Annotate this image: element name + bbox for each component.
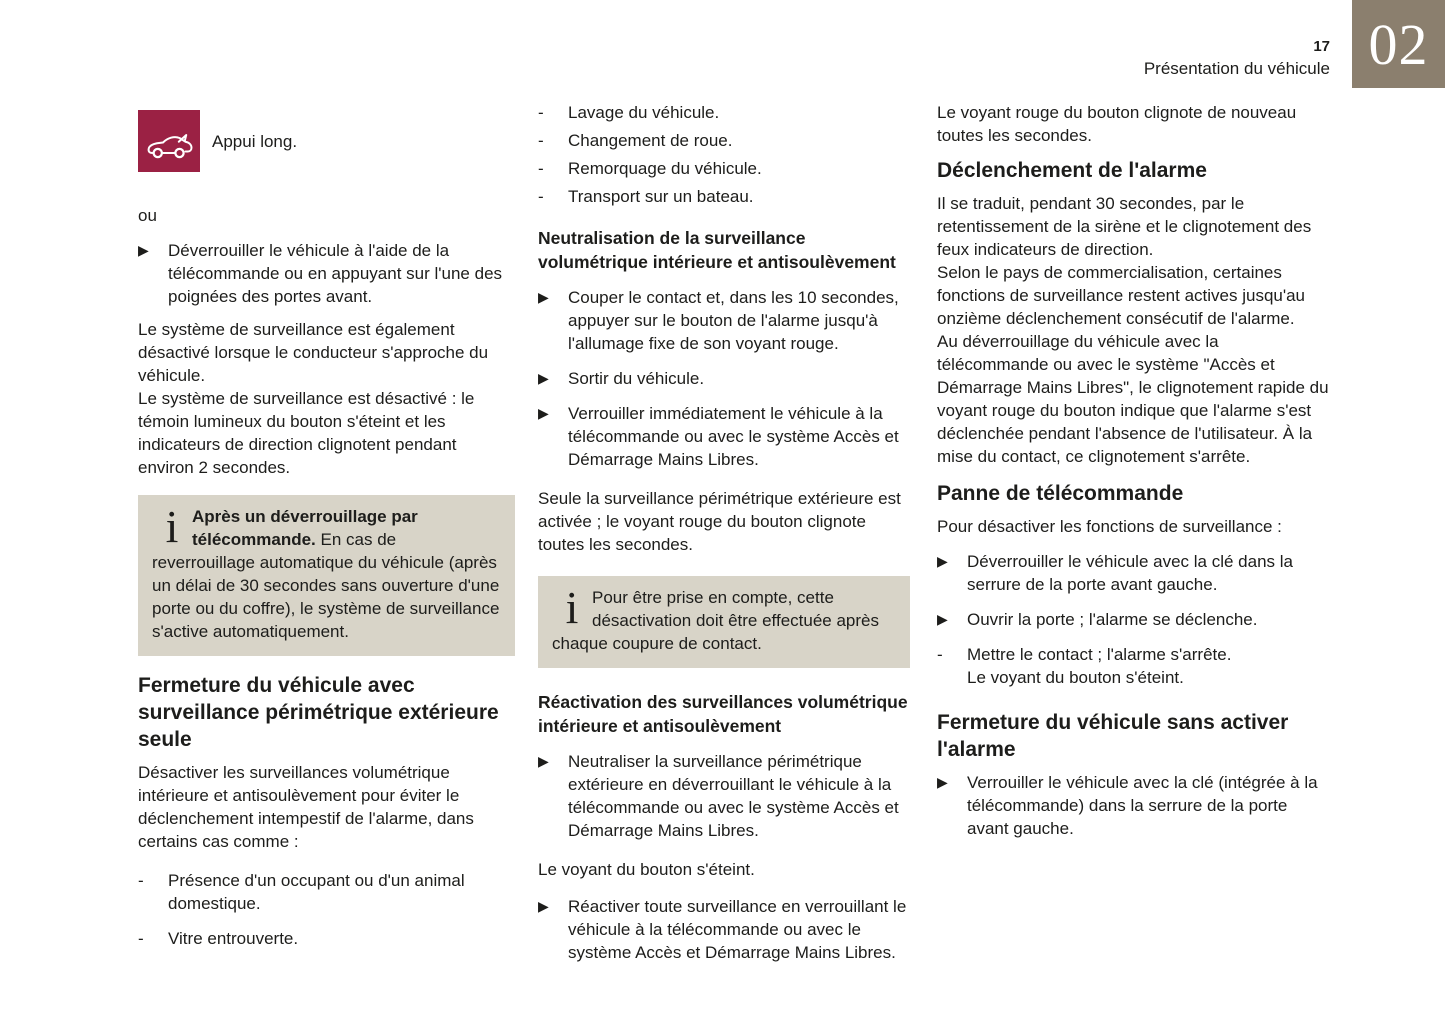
list-item [937,643,1331,689]
arrow-bullet-icon: ▶ [937,611,948,627]
instruction-item [538,367,910,390]
arrow-bullet-icon: ▶ [937,774,948,790]
instruction-item [538,750,910,842]
list-item-line: Mettre le contact ; l'alarme s'arrête. [967,645,1232,664]
instruction-item [138,239,515,308]
instruction-text: Verrouiller immédiatement le véhicule à la télécommande ou avec le système Accès et Démarrage Mains Libres. [568,404,899,469]
arrow-bullet-icon: ▶ [538,289,549,305]
list-item [538,129,910,152]
subsection-heading: Neutralisation de la surveillance volumétrique intérieure et antisoulèvement [538,228,896,272]
info-box-text: En cas de reverrouillage automatique du véhicule (après un délai de 30 secondes sans ouverture d'une porte ou du coffre), le système de surveillance s'active automatiquement. [152,530,500,641]
page-header [1144,38,1330,80]
car-open-boot-icon [138,110,200,172]
list-item [138,869,515,915]
arrow-bullet-icon: ▶ [937,553,948,569]
instruction-text: Couper le contact et, dans les 10 secondes, appuyer sur le bouton de l'alarme jusqu'à l'allumage fixe de son voyant rouge. [568,288,899,353]
body-paragraph: Selon le pays de commercialisation, certaines fonctions de surveillance restent actives jusqu'au onzième déclenchement consécutif de l'alarme. [937,263,1306,328]
instruction-text: Réactiver toute surveillance en verrouillant le véhicule à la télécommande ou avec le système Accès et Démarrage Mains Libres. [568,897,907,962]
section-heading: Fermeture du véhicule avec surveillance périmétrique extérieure seule [138,674,499,751]
instruction-text: Neutraliser la surveillance périmétrique extérieure en déverrouillant le véhicule à la télécommande ou avec le système Accès et Démarrage Mains Libres. [568,752,899,840]
arrow-bullet-icon: ▶ [538,898,549,914]
arrow-bullet-icon: ▶ [138,242,149,258]
arrow-bullet-icon: ▶ [538,370,549,386]
subsection-heading: Réactivation des surveillances volumétrique intérieure et antisoulèvement [538,692,908,736]
section-heading: Déclenchement de l'alarme [937,159,1207,182]
list-item-text: Présence d'un occupant ou d'un animal domestique. [168,871,465,913]
body-paragraph: Le voyant rouge du bouton clignote de nouveau toutes les secondes. [937,103,1297,145]
chapter-badge: 02 [1352,0,1445,88]
body-paragraph: Il se traduit, pendant 30 secondes, par le retentissement de la sirène et le clignotement des feux indicateurs de direction. [937,194,1312,259]
instruction-item [937,771,1331,840]
body-paragraph: Désactiver les surveillances volumétrique intérieure et antisoulèvement pour éviter le déclenchement intempestif de l'alarme, dans certains cas comme : [138,763,474,851]
page-title: Présentation du véhicule [1143,59,1330,78]
info-icon: i [165,501,179,552]
instruction-item [937,608,1331,631]
body-paragraph: Pour désactiver les fonctions de surveillance : [937,517,1282,536]
list-item-text [967,643,1331,689]
body-paragraph: Le système de surveillance est également désactivé lorsque le conducteur s'approche du véhicule. [138,320,489,385]
column-left [138,110,515,950]
list-item [538,157,910,180]
instruction-item [538,402,910,471]
arrow-bullet-icon: ▶ [538,405,549,421]
instruction-item [538,895,910,964]
info-box-text: Pour être prise en compte, cette désactivation doit être effectuée après chaque coupure de contact. [552,588,879,653]
info-box-lead: Après un déverrouillage par télécommande. [192,507,418,549]
list-item-text: Remorquage du véhicule. [568,159,762,178]
ou-connector: ou [138,206,157,225]
page-number: 17 [1313,38,1330,55]
list-item-text: Lavage du véhicule. [568,103,720,122]
info-box [538,576,910,668]
dash-bullet: - [538,103,544,122]
picto-label: Appui long. [212,131,298,151]
body-paragraph: Le voyant du bouton s'éteint. [538,860,755,879]
instruction-item [538,286,910,355]
list-item [138,927,515,950]
dash-bullet: - [538,159,544,178]
instruction-text: Verrouiller le véhicule avec la clé (intégrée à la télécommande) dans la serrure de la porte avant gauche. [967,773,1318,838]
instruction-text: Ouvrir la porte ; l'alarme se déclenche. [967,610,1258,629]
dash-bullet: - [138,871,144,890]
body-paragraph: Au déverrouillage du véhicule avec la télécommande ou avec le système "Accès et Démarrage Mains Libres", le clignotement rapide du voyant rouge du bouton indique que l'alarme s'est déclenchée pendant l'absence de l'utilisateur. À la mise du contact, ce clignotement s'arrête. [937,332,1329,466]
list-item-line: Le voyant du bouton s'éteint. [967,668,1184,687]
instruction-item [937,550,1331,596]
dash-bullet: - [937,645,943,664]
list-item [538,101,910,124]
instruction-text: Sortir du véhicule. [568,369,705,388]
column-middle [538,101,910,964]
info-icon: i [565,582,579,633]
list-item [538,185,910,208]
info-box [138,495,515,656]
dash-bullet: - [138,929,144,948]
dash-bullet: - [538,187,544,206]
list-item-text: Transport sur un bateau. [568,187,754,206]
section-heading: Panne de télécommande [937,482,1184,505]
body-paragraph: Le système de surveillance est désactivé : le témoin lumineux du bouton s'éteint et les indicateurs de direction clignotent pendant environ 2 secondes. [138,389,475,477]
instruction-text: Déverrouiller le véhicule avec la clé dans la serrure de la porte avant gauche. [967,552,1293,594]
column-right [937,101,1331,840]
arrow-bullet-icon: ▶ [538,753,549,769]
section-heading: Fermeture du véhicule sans activer l'alarme [937,711,1289,761]
dash-bullet: - [538,131,544,150]
list-item-text: Changement de roue. [568,131,733,150]
list-item-text: Vitre entrouverte. [168,929,299,948]
picto-row [138,110,515,172]
body-paragraph: Seule la surveillance périmétrique extérieure est activée ; le voyant rouge du bouton clignote toutes les secondes. [538,489,901,554]
instruction-text: Déverrouiller le véhicule à l'aide de la télécommande ou en appuyant sur l'une des poignées des portes avant. [168,241,503,306]
